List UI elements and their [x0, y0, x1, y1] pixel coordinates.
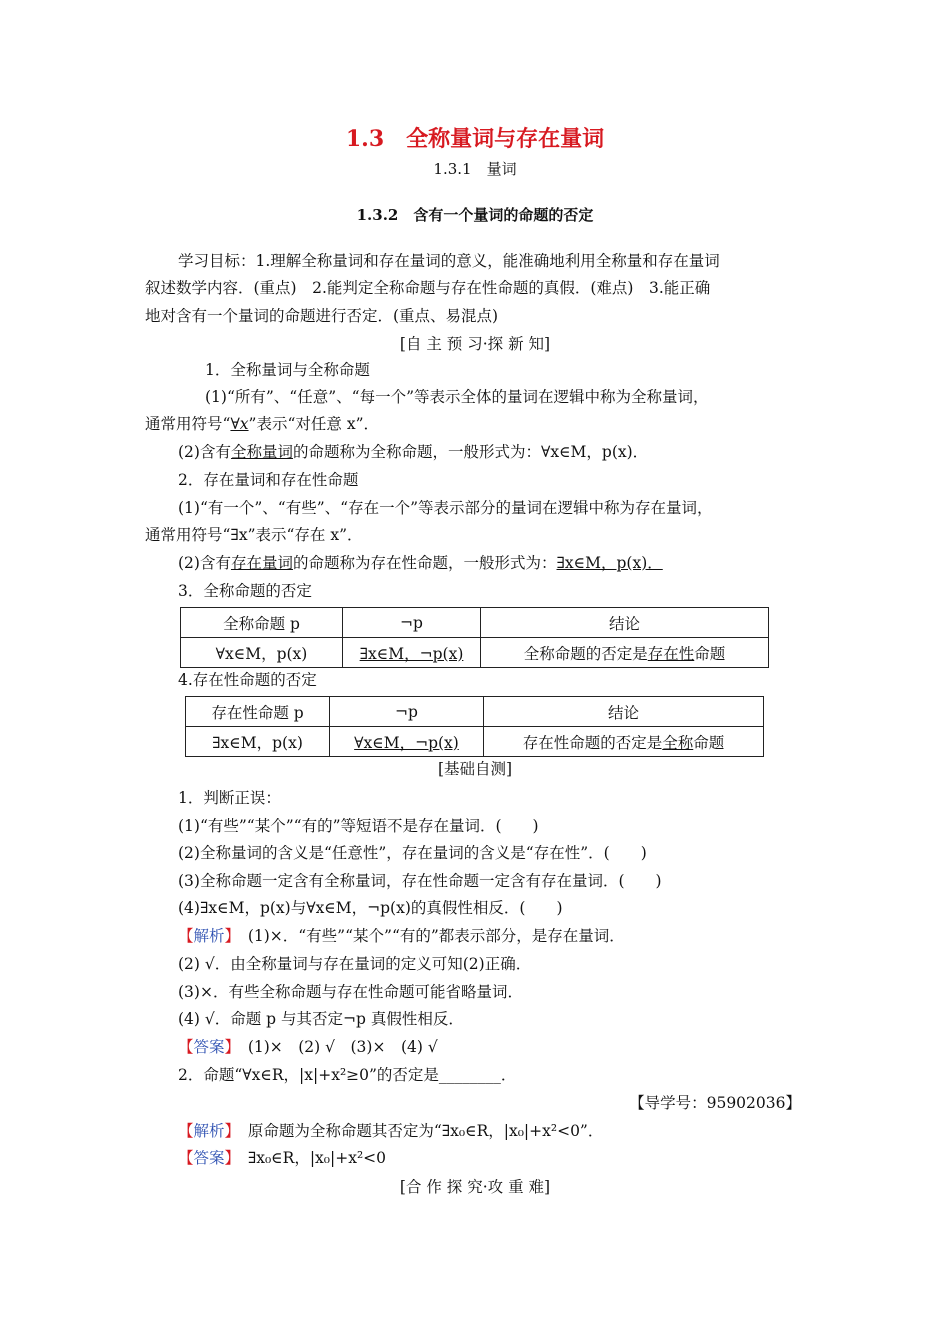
td-existential-form: ∃x∈M，p(x): [186, 727, 330, 757]
goals-line-1: 学习目标：1.理解全称量词和存在量词的意义，能准确地利用全称量和存在量词: [178, 252, 720, 270]
explanation-tag: 【解析】: [178, 927, 233, 945]
section-preview-heading: [自 主 预 习·探 新 知]: [399, 335, 551, 353]
page-title: 1.3 全称量词与存在量词: [345, 126, 605, 152]
q1-heading: 1．判断正误：: [178, 789, 281, 807]
s1-p2: (2)含有全称量词的命题称为全称命题，一般形式为：∀x∈M，p(x)．: [178, 443, 649, 461]
td-negation-form: ∃x∈M，¬p(x): [343, 638, 481, 668]
section-self-test-heading: [基础自测]: [437, 760, 513, 778]
s2-p2-form: ∃x∈M，p(x)．: [556, 554, 663, 572]
forall-symbol: ∀x: [230, 415, 249, 433]
s2-p1-line2: 通常用符号“∃x”表示“存在 x”．: [145, 526, 363, 544]
subtitle-1-3-2: 1.3.2 含有一个量词的命题的否定: [356, 206, 594, 224]
table-existential-negation: [185, 696, 764, 757]
q1-explanation-3: (3)×．有些全称命题与存在性命题可能省略量词．: [178, 983, 523, 1001]
s1-p1-line2: 通常用符号“∀x”表示“对任意 x”．: [145, 415, 379, 433]
subtitle-1-3-1: 1.3.1 量词: [433, 160, 517, 178]
answer-tag: 【答案】: [178, 1038, 233, 1056]
q1-item-2: (2)全称量词的含义是“任意性”，存在量词的含义是“存在性”．( ): [178, 844, 647, 862]
s2-p2: (2)含有存在量词的命题称为存在性命题，一般形式为：∃x∈M，p(x)．: [178, 554, 663, 572]
q1-item-3: (3)全称命题一定含有全称量词，存在性命题一定含有存在量词．( ): [178, 872, 662, 890]
s3-heading: 3．全称命题的否定: [178, 582, 312, 600]
s1-p2-underlined: 全称量词: [230, 443, 293, 461]
q1-explanation-4: (4) √．命题 p 与其否定¬p 真假性相反．: [178, 1010, 464, 1028]
q1-explanation: 【解析】 (1)×．“有些”“某个”“有的”都表示部分，是存在量词．: [178, 927, 625, 945]
explanation-tag: 【解析】: [178, 1122, 233, 1140]
q1-answer: 【答案】 (1)× (2) √ (3)× (4) √: [178, 1038, 438, 1056]
td-conclusion: 全称命题的否定是存在性命题: [481, 638, 769, 668]
td-universal-form: ∀x∈M，p(x): [181, 638, 343, 668]
s2-heading: 2．存在量词和存在性命题: [178, 471, 359, 489]
s1-p1-line1: (1)“所有”、“任意”、“每一个”等表示全体的量词在逻辑中称为全称量词，: [205, 388, 709, 406]
q2-guide-number: 【导学号：95902036】: [629, 1094, 801, 1112]
q1-explanation-2: (2) √．由全称量词与存在量词的定义可知(2)正确．: [178, 955, 532, 973]
td-negation-form: ∀x∈M，¬p(x): [330, 727, 484, 757]
th-universal-p: 全称命题 p: [181, 608, 343, 638]
q1-item-1: (1)“有些”“某个”“有的”等短语不是存在量词．( ): [178, 817, 539, 835]
answer-tag: 【答案】: [178, 1149, 233, 1167]
q2-answer: 【答案】 ∃x₀∈R，|x₀|+x²<0: [178, 1149, 387, 1167]
section-explore-heading: [合 作 探 究·攻 重 难]: [399, 1178, 551, 1196]
s2-p2-underlined: 存在量词: [230, 554, 293, 572]
s1-heading: 1．全称量词与全称命题: [205, 361, 370, 379]
s2-p1-line1: (1)“有一个”、“有些”、“存在一个”等表示部分的量词在逻辑中称为存在量词，: [178, 499, 713, 517]
th-conclusion: 结论: [484, 697, 764, 727]
table-universal-negation: [180, 607, 769, 668]
td-conclusion: 存在性命题的否定是全称命题: [484, 727, 764, 757]
th-not-p: ¬p: [343, 608, 481, 638]
th-existential-p: 存在性命题 p: [186, 697, 330, 727]
th-not-p: ¬p: [330, 697, 484, 727]
q1-item-4: (4)∃x∈M，p(x)与∀x∈M，¬p(x)的真假性相反．( ): [178, 899, 563, 917]
goals-line-3: 地对含有一个量词的命题进行否定．(重点、易混点): [145, 307, 499, 325]
q2-text: 2．命题“∀x∈R，|x|+x²≥0”的否定是________．: [178, 1066, 517, 1084]
q2-explanation: 【解析】 原命题为全称命题其否定为“∃x₀∈R，|x₀|+x²<0”．: [178, 1122, 604, 1140]
goals-line-2: 叙述数学内容．(重点) 2.能判定全称命题与存在性命题的真假．(难点) 3.能正确: [145, 279, 711, 297]
s4-heading: 4.存在性命题的否定: [178, 671, 317, 689]
th-conclusion: 结论: [481, 608, 769, 638]
